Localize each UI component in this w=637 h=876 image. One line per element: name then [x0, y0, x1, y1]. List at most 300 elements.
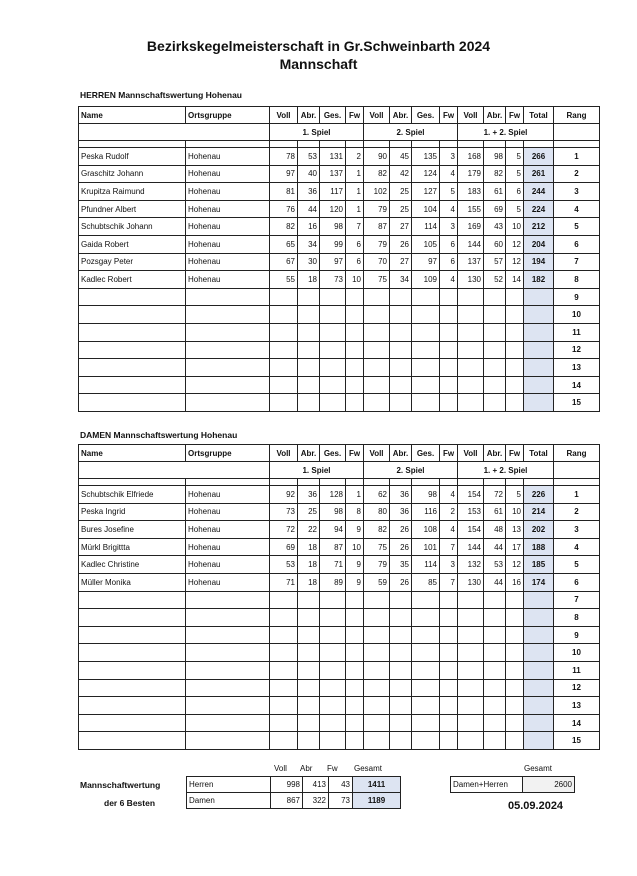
cell-a: [484, 323, 506, 341]
cell-g2: 108: [412, 521, 440, 539]
col-fw-1: Fw: [346, 445, 364, 462]
cell-a2: [390, 288, 412, 306]
cell-f2: 3: [440, 556, 458, 574]
cell-v: [458, 591, 484, 609]
spiel-2-header: 2. Spiel: [364, 124, 458, 141]
cell-f: 14: [506, 271, 524, 289]
cell-a1: 44: [298, 200, 320, 218]
cell-g2: 135: [412, 148, 440, 166]
cell-v2: [364, 376, 390, 394]
cell-a1: 16: [298, 218, 320, 236]
cell-rang: 6: [554, 235, 600, 253]
summary-damen-gesamt: 1189: [353, 793, 401, 809]
cell-total: [524, 359, 554, 377]
cell-a: 53: [484, 556, 506, 574]
cell-g2: [412, 644, 440, 662]
table-row: [79, 394, 600, 412]
table-row: [79, 521, 600, 539]
cell-f2: [440, 394, 458, 412]
cell-f: 10: [506, 218, 524, 236]
cell-og: [186, 732, 270, 750]
cell-name: [79, 591, 186, 609]
cell-og: [186, 714, 270, 732]
summary-damen-voll: 867: [271, 793, 303, 809]
summary-label-sub: der 6 Besten: [104, 798, 156, 808]
cell-f2: 6: [440, 235, 458, 253]
cell-name: [79, 288, 186, 306]
col-ortsgruppe: Ortsgruppe: [186, 107, 270, 124]
table-row: [79, 148, 600, 166]
cell-f: [506, 609, 524, 627]
table-row: [79, 235, 600, 253]
cell-a2: [390, 714, 412, 732]
cell-og: [186, 679, 270, 697]
cell-f2: 7: [440, 538, 458, 556]
col-ortsgruppe: Ortsgruppe: [186, 445, 270, 462]
spacer-cell: [458, 479, 484, 486]
cell-v2: 82: [364, 521, 390, 539]
table-row: [79, 306, 600, 324]
cell-name: Schubtschik Johann: [79, 218, 186, 236]
cell-total: [524, 697, 554, 715]
cell-a1: [298, 591, 320, 609]
cell-f: 5: [506, 165, 524, 183]
spacer-cell: [186, 141, 270, 148]
cell-f1: [346, 661, 364, 679]
cell-v1: [270, 661, 298, 679]
cell-f2: [440, 591, 458, 609]
cell-f: [506, 732, 524, 750]
cell-g2: [412, 288, 440, 306]
cell-g2: [412, 661, 440, 679]
cell-f2: 4: [440, 521, 458, 539]
spacer-cell: [458, 141, 484, 148]
cell-name: [79, 341, 186, 359]
spiel-1-header: 1. Spiel: [270, 462, 364, 479]
cell-og: [186, 626, 270, 644]
cell-a: 44: [484, 573, 506, 591]
cell-v: 130: [458, 573, 484, 591]
col-fw-2: Fw: [440, 445, 458, 462]
cell-v1: [270, 394, 298, 412]
combined-label: Damen+Herren: [451, 777, 523, 793]
cell-a2: 26: [390, 573, 412, 591]
cell-a1: [298, 644, 320, 662]
cell-f2: 4: [440, 200, 458, 218]
table-row: [79, 714, 600, 732]
cell-g2: [412, 679, 440, 697]
table-row: [79, 732, 600, 750]
cell-g1: [320, 359, 346, 377]
cell-og: Hohenau: [186, 503, 270, 521]
cell-g1: 87: [320, 538, 346, 556]
col-ges-1: Ges.: [320, 445, 346, 462]
table-row: [79, 609, 600, 627]
cell-total: 226: [524, 486, 554, 504]
cell-v1: 53: [270, 556, 298, 574]
spacer-cell: [484, 479, 506, 486]
cell-v2: 59: [364, 573, 390, 591]
cell-v2: [364, 359, 390, 377]
cell-v2: 79: [364, 235, 390, 253]
summary-herren-label: Herren: [187, 777, 271, 793]
cell-a: 57: [484, 253, 506, 271]
cell-name: [79, 626, 186, 644]
cell-name: [79, 394, 186, 412]
cell-v1: [270, 609, 298, 627]
cell-a1: [298, 359, 320, 377]
cell-g1: [320, 288, 346, 306]
cell-a: [484, 591, 506, 609]
cell-rang: 5: [554, 218, 600, 236]
spacer-cell: [506, 141, 524, 148]
spacer-cell: [270, 479, 298, 486]
cell-f: 10: [506, 503, 524, 521]
cell-v: 168: [458, 148, 484, 166]
cell-a: 69: [484, 200, 506, 218]
cell-f1: 9: [346, 521, 364, 539]
spacer-cell: [298, 141, 320, 148]
spacer-cell: [524, 479, 554, 486]
cell-a: 72: [484, 486, 506, 504]
cell-v: 137: [458, 253, 484, 271]
cell-v1: 73: [270, 503, 298, 521]
summary-col-abr: Abr: [300, 764, 313, 773]
cell-g1: 131: [320, 148, 346, 166]
cell-rang: 14: [554, 376, 600, 394]
cell-v1: [270, 714, 298, 732]
cell-v2: 75: [364, 538, 390, 556]
cell-name: [79, 644, 186, 662]
spiel-combined-header: 1. + 2. Spiel: [458, 124, 554, 141]
cell-v2: [364, 626, 390, 644]
cell-v2: [364, 341, 390, 359]
combined-table: [450, 776, 575, 793]
cell-v: [458, 376, 484, 394]
cell-f2: [440, 679, 458, 697]
cell-f1: 10: [346, 538, 364, 556]
spacer-row: [79, 141, 600, 148]
cell-g2: 97: [412, 253, 440, 271]
cell-a: 98: [484, 148, 506, 166]
col-fw-2: Fw: [440, 107, 458, 124]
cell-f: [506, 323, 524, 341]
cell-v2: [364, 732, 390, 750]
cell-og: [186, 591, 270, 609]
cell-name: Krupitza Raimund: [79, 183, 186, 201]
cell-f1: [346, 626, 364, 644]
cell-a2: [390, 732, 412, 750]
cell-g1: [320, 679, 346, 697]
cell-a1: [298, 679, 320, 697]
summary-label: Mannschaftwertung: [80, 780, 161, 790]
cell-a1: 53: [298, 148, 320, 166]
cell-rang: 6: [554, 573, 600, 591]
cell-v1: [270, 697, 298, 715]
cell-f: [506, 697, 524, 715]
cell-g1: 98: [320, 503, 346, 521]
cell-v2: 62: [364, 486, 390, 504]
cell-f1: [346, 394, 364, 412]
cell-total: [524, 626, 554, 644]
cell-v: [458, 306, 484, 324]
cell-v1: [270, 679, 298, 697]
cell-v1: [270, 359, 298, 377]
cell-g2: [412, 626, 440, 644]
cell-f1: [346, 679, 364, 697]
col-voll-total: Voll: [458, 445, 484, 462]
cell-a: [484, 306, 506, 324]
cell-g2: [412, 714, 440, 732]
cell-v2: 75: [364, 271, 390, 289]
cell-rang: 2: [554, 165, 600, 183]
cell-a1: 22: [298, 521, 320, 539]
cell-og: [186, 394, 270, 412]
cell-f: 12: [506, 253, 524, 271]
table-row: [79, 200, 600, 218]
cell-g2: 114: [412, 218, 440, 236]
cell-a2: 36: [390, 503, 412, 521]
cell-total: [524, 609, 554, 627]
cell-rang: 1: [554, 486, 600, 504]
col-abr-1: Abr.: [298, 107, 320, 124]
cell-f1: 7: [346, 218, 364, 236]
cell-v: 183: [458, 183, 484, 201]
cell-v: 132: [458, 556, 484, 574]
cell-a: [484, 661, 506, 679]
cell-f: 5: [506, 148, 524, 166]
herren-section-title: HERREN Mannschaftswertung Hohenau: [80, 90, 242, 100]
cell-rang: 15: [554, 394, 600, 412]
cell-v2: [364, 714, 390, 732]
cell-f: 17: [506, 538, 524, 556]
cell-a2: 26: [390, 521, 412, 539]
col-voll-2: Voll: [364, 445, 390, 462]
cell-a2: 26: [390, 235, 412, 253]
table-row: [79, 644, 600, 662]
cell-a: 44: [484, 538, 506, 556]
cell-v1: 82: [270, 218, 298, 236]
cell-v1: [270, 288, 298, 306]
cell-a: [484, 288, 506, 306]
cell-g2: 101: [412, 538, 440, 556]
cell-v2: [364, 644, 390, 662]
page-title: Bezirkskegelmeisterschaft in Gr.Schweinbarth 2024: [146, 38, 491, 54]
table-row: [79, 253, 600, 271]
cell-v: [458, 644, 484, 662]
cell-v: [458, 732, 484, 750]
cell-v1: [270, 306, 298, 324]
spacer-row: [79, 479, 600, 486]
cell-a2: [390, 679, 412, 697]
cell-f1: 1: [346, 183, 364, 201]
cell-rang: 12: [554, 679, 600, 697]
cell-name: [79, 609, 186, 627]
cell-og: [186, 323, 270, 341]
cell-v1: 97: [270, 165, 298, 183]
table-row: [79, 573, 600, 591]
cell-og: [186, 306, 270, 324]
cell-name: Graschitz Johann: [79, 165, 186, 183]
cell-rang: 9: [554, 288, 600, 306]
cell-a1: [298, 323, 320, 341]
cell-g1: 97: [320, 253, 346, 271]
cell-og: Hohenau: [186, 235, 270, 253]
cell-og: Hohenau: [186, 253, 270, 271]
cell-g1: [320, 714, 346, 732]
cell-f1: [346, 732, 364, 750]
cell-v: [458, 323, 484, 341]
cell-f: 5: [506, 486, 524, 504]
cell-og: Hohenau: [186, 573, 270, 591]
cell-a: [484, 732, 506, 750]
cell-g1: [320, 661, 346, 679]
cell-a: [484, 609, 506, 627]
cell-v2: 90: [364, 148, 390, 166]
cell-rang: 8: [554, 609, 600, 627]
cell-rang: 2: [554, 503, 600, 521]
cell-a1: [298, 697, 320, 715]
cell-v1: 72: [270, 521, 298, 539]
cell-a2: [390, 376, 412, 394]
cell-og: [186, 359, 270, 377]
cell-a2: [390, 306, 412, 324]
spacer-cell: [412, 479, 440, 486]
cell-og: Hohenau: [186, 271, 270, 289]
cell-name: Peska Rudolf: [79, 148, 186, 166]
cell-a1: 18: [298, 556, 320, 574]
cell-v2: 79: [364, 200, 390, 218]
spacer-cell: [320, 479, 346, 486]
cell-a: 61: [484, 183, 506, 201]
summary-table: [186, 776, 401, 809]
col-fw-total: Fw: [506, 107, 524, 124]
cell-rang: 15: [554, 732, 600, 750]
cell-og: [186, 697, 270, 715]
table-row: [79, 538, 600, 556]
cell-f: [506, 376, 524, 394]
cell-g1: [320, 394, 346, 412]
spacer-cell: [390, 141, 412, 148]
table-row: [79, 661, 600, 679]
cell-v: [458, 394, 484, 412]
summary-herren-voll: 998: [271, 777, 303, 793]
cell-f2: 6: [440, 253, 458, 271]
cell-f: [506, 626, 524, 644]
cell-og: [186, 376, 270, 394]
cell-f1: [346, 714, 364, 732]
col-ges-2: Ges.: [412, 445, 440, 462]
cell-f: 13: [506, 521, 524, 539]
date-label: 05.09.2024: [508, 800, 564, 812]
cell-a1: 40: [298, 165, 320, 183]
cell-name: Kadlec Christine: [79, 556, 186, 574]
cell-v1: 69: [270, 538, 298, 556]
cell-f: [506, 591, 524, 609]
table-row: [79, 679, 600, 697]
cell-total: 204: [524, 235, 554, 253]
cell-total: [524, 679, 554, 697]
summary-herren-gesamt: 1411: [353, 777, 401, 793]
table-row: [79, 697, 600, 715]
spacer-cell: [390, 479, 412, 486]
cell-f1: 1: [346, 486, 364, 504]
cell-a2: [390, 626, 412, 644]
cell-a: 43: [484, 218, 506, 236]
col-abr-total: Abr.: [484, 445, 506, 462]
cell-a1: 25: [298, 503, 320, 521]
cell-f1: [346, 644, 364, 662]
subheader-blank: [79, 462, 270, 479]
cell-v2: [364, 609, 390, 627]
summary-col-voll: Voll: [274, 764, 287, 773]
cell-v: [458, 341, 484, 359]
col-voll-2: Voll: [364, 107, 390, 124]
cell-total: [524, 376, 554, 394]
spacer-cell: [186, 479, 270, 486]
cell-name: Pozsgay Peter: [79, 253, 186, 271]
cell-f1: [346, 323, 364, 341]
cell-f: [506, 661, 524, 679]
spiel-2-header: 2. Spiel: [364, 462, 458, 479]
cell-a: 48: [484, 521, 506, 539]
cell-f: [506, 714, 524, 732]
cell-f2: [440, 626, 458, 644]
cell-f2: 2: [440, 503, 458, 521]
spacer-cell: [364, 141, 390, 148]
table-row: [79, 165, 600, 183]
table-row: [79, 503, 600, 521]
cell-v1: [270, 341, 298, 359]
cell-g1: 128: [320, 486, 346, 504]
cell-a2: [390, 644, 412, 662]
cell-v: [458, 661, 484, 679]
cell-f2: 3: [440, 218, 458, 236]
cell-v1: [270, 323, 298, 341]
spacer-cell: [79, 141, 186, 148]
col-voll-total: Voll: [458, 107, 484, 124]
cell-rang: 5: [554, 556, 600, 574]
summary-col-gesamt: Gesamt: [354, 764, 383, 773]
cell-f2: [440, 714, 458, 732]
cell-f1: 1: [346, 200, 364, 218]
subheader-blank: [554, 462, 600, 479]
cell-a: [484, 714, 506, 732]
cell-a: 60: [484, 235, 506, 253]
cell-f1: 6: [346, 253, 364, 271]
cell-v: [458, 359, 484, 377]
damen-results-table: [78, 444, 600, 750]
spacer-cell: [412, 141, 440, 148]
cell-rang: 10: [554, 644, 600, 662]
cell-f2: [440, 306, 458, 324]
header-row: [79, 107, 600, 124]
cell-a: [484, 359, 506, 377]
cell-a2: 35: [390, 556, 412, 574]
cell-a2: 27: [390, 253, 412, 271]
cell-f2: [440, 288, 458, 306]
cell-a1: [298, 714, 320, 732]
cell-a1: 36: [298, 486, 320, 504]
cell-a1: [298, 306, 320, 324]
cell-g2: 104: [412, 200, 440, 218]
subheader-blank: [79, 124, 270, 141]
cell-total: 188: [524, 538, 554, 556]
col-name: Name: [79, 445, 186, 462]
cell-f1: 10: [346, 271, 364, 289]
cell-g2: [412, 323, 440, 341]
table-row: [79, 323, 600, 341]
